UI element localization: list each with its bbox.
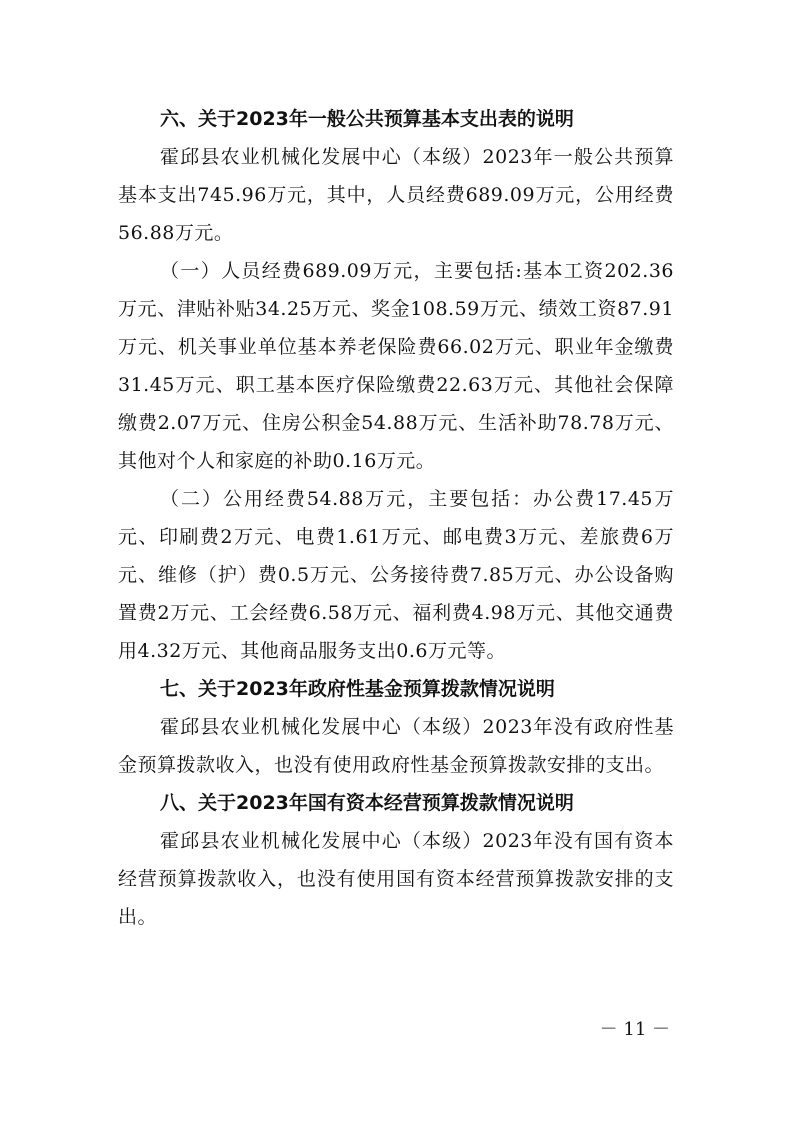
document-page xyxy=(118,100,674,936)
section6-public-paragraph: （二）公用经费54.88万元，主要包括：办公费17.45万元、印刷费2万元、电费1.61万元、邮电费3万元、差旅费6万元、维修（护）费0.5万元、公务接待费7.85万元、办公设备购置费2万元、工会经费6.58万元、福利费4.98万元、其他交通费用4.32万元、其他商品服务支出0.6万元等。 xyxy=(118,488,674,662)
page-number: － 11 － xyxy=(599,1019,670,1040)
section6-personnel-paragraph: （一）人员经费689.09万元，主要包括:基本工资202.36万元、津贴补贴34.25万元、奖金108.59万元、绩效工资87.91万元、机关事业单位基本养老保险费66.02万元、职业年金缴费31.45万元、职工基本医疗保险缴费22.63万元、其他社会保障缴费2.07万元、住房公积金54.88万元、生活补助78.78万元、其他对个人和家庭的补助0.16万元。 xyxy=(118,260,674,472)
section6-intro-paragraph: 霍邱县农业机械化发展中心（本级）2023年一般公共预算基本支出745.96万元，其中，人员经费689.09万元，公用经费56.88万元。 xyxy=(118,146,674,244)
section6-heading: 六、关于2023年一般公共预算基本支出表的说明 xyxy=(160,108,574,130)
section7-heading: 七、关于2023年政府性基金预算拨款情况说明 xyxy=(160,678,555,700)
section7-body-paragraph: 霍邱县农业机械化发展中心（本级）2023年没有政府性基金预算拨款收入，也没有使用政府性基金预算拨款安排的支出。 xyxy=(118,716,674,776)
section8-heading: 八、关于2023年国有资本经营预算拨款情况说明 xyxy=(160,792,574,814)
section8-body-paragraph: 霍邱县农业机械化发展中心（本级）2023年没有国有资本经营预算拨款收入，也没有使用国有资本经营预算拨款安排的支出。 xyxy=(118,830,674,928)
